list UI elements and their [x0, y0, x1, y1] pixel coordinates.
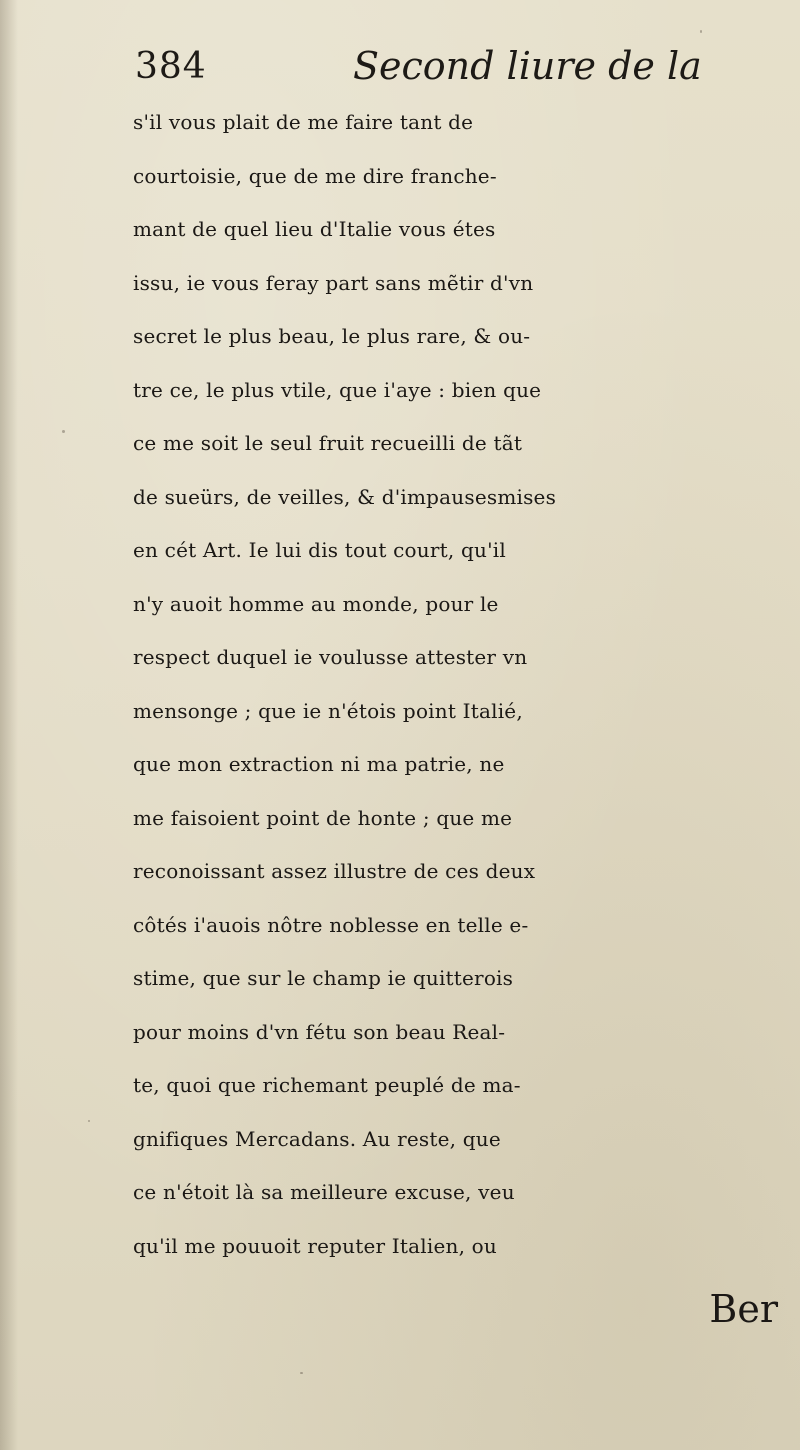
paper-speck — [300, 1372, 303, 1374]
text-line: reconoissant assez illustre de ces deux — [133, 859, 536, 883]
page-header — [135, 42, 775, 94]
catchword-row — [133, 1282, 788, 1338]
text-line: gnifiques Mercadans. Au reste, que — [133, 1126, 501, 1151]
text-line: en cét Art. Ie lui dis tout court, qu'il — [133, 538, 506, 562]
text-line: n'y auoit homme au monde, pour le — [133, 591, 499, 616]
running-head: Second liure de la — [353, 44, 702, 88]
text-line: mensonge ; que ie n'étois point Italié, — [133, 698, 523, 723]
text-line: stime, que sur le champ ie quitterois — [133, 966, 514, 990]
text-line: tre ce, le plus vtile, que i'aye : bien que — [133, 377, 542, 402]
text-line: côtés i'auois nôtre noblesse en telle e- — [133, 912, 529, 937]
text-line: issu, ie vous feray part sans mẽtir d'vn — [133, 270, 534, 295]
text-line: pour moins d'vn fétu son beau Real- — [133, 1019, 506, 1044]
text-line: de sueürs, de veilles, & d'impausesmises — [133, 484, 557, 509]
body-text — [133, 96, 788, 1273]
text-line: me faisoient point de honte ; que me — [133, 805, 513, 830]
paper-speck — [700, 30, 702, 33]
text-line: mant de quel lieu d'Italie vous étes — [133, 217, 496, 241]
text-line: s'il vous plait de me faire tant de — [133, 110, 474, 134]
text-line: que mon extraction ni ma patrie, ne — [133, 752, 505, 776]
catchword: Ber — [709, 1287, 778, 1331]
text-line: qu'il me pouuoit reputer Italien, ou — [133, 1233, 498, 1258]
text-line: secret le plus beau, le plus rare, & ou- — [133, 324, 531, 348]
page-number: 384 — [135, 46, 207, 87]
text-line: respect duquel ie voulusse attester vn — [133, 645, 528, 669]
text-line: te, quoi que richemant peuplé de ma- — [133, 1073, 521, 1097]
text-line: ce n'étoit là sa meilleure excuse, veu — [133, 1180, 515, 1204]
paper-speck — [62, 430, 65, 433]
page-gutter-shadow — [0, 0, 18, 1450]
text-line: courtoisie, que de me dire franche- — [133, 163, 497, 188]
text-line: ce me soit le seul fruit recueilli de tãt — [133, 431, 523, 455]
paper-speck — [88, 1120, 90, 1122]
